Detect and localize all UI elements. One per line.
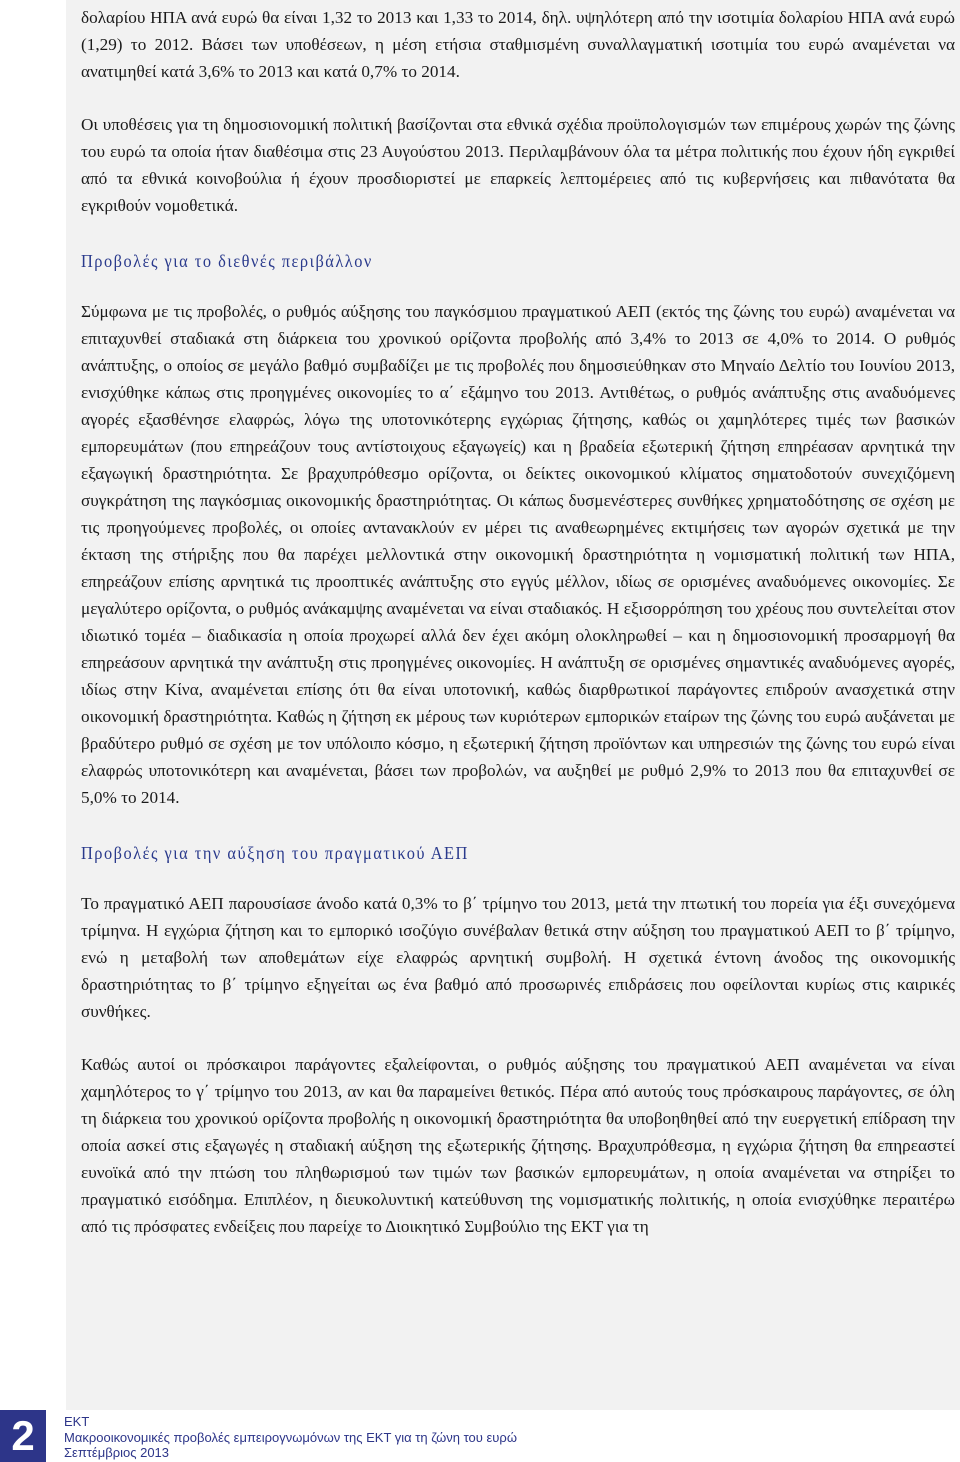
- section-heading-international: Προβολές για το διεθνές περιβάλλον: [81, 251, 373, 271]
- footer-org: ΕΚΤ: [64, 1414, 90, 1429]
- paragraph-gdp-1: Το πραγματικό ΑΕΠ παρουσίασε άνοδο κατά 0,3% το β΄ τρίμηνο του 2013, μετά την πτωτική του πορεία για έξι συνεχόμενα τρίμηνα. Η εγχώρια ζήτηση και το εμπορικό ισοζύγιο συνέβαλαν θετικά στην αύξηση του πραγματικού ΑΕΠ το β΄ τρίμηνο, ενώ η μεταβολή των αποθεμάτων είχε ελαφρώς αρνητική συμβολή. Η σχετικά έντονη άνοδος της οικονομικής δραστηριότητας το β΄ τρίμηνο εξηγείται ως ένα βαθμό από προσωρινές επιδράσεις που οφείλονται κυρίως στις καιρικές συνθήκες.: [81, 894, 955, 1021]
- main-content: [81, 4, 955, 1240]
- footer-date: Σεπτέμβριος 2013: [64, 1445, 170, 1460]
- footer-text: [64, 1414, 517, 1461]
- paragraph-intro-2: Οι υποθέσεις για τη δημοσιονομική πολιτική βασίζονται στα εθνικά σχέδια προϋπολογισμών των επιμέρους χωρών της ζώνης του ευρώ τα οποία ήταν διαθέσιμα στις 23 Αυγούστου 2013. Περιλαμβάνουν όλα τα μέτρα πολιτικής που έχουν ήδη εγκριθεί από τα εθνικά κοινοβούλια ή έχουν προσδιοριστεί με επαρκείς λεπτομέρειες από τις κυβερνήσεις και πιθανότατα θα εγκριθούν νομοθετικά.: [81, 115, 955, 215]
- page-number: 2: [0, 1410, 46, 1462]
- paragraph-international-1: Σύμφωνα με τις προβολές, ο ρυθμός αύξησης του παγκόσμιου πραγματικού ΑΕΠ (εκτός της ζώνης του ευρώ) αναμένεται να επιταχυνθεί σταδιακά στη διάρκεια του χρονικού ορίζοντα προβολής από 3,4% το 2013 σε 4,0% το 2014. Ο ρυθμός ανάπτυξης, ο οποίος σε μεγάλο βαθμό συμβαδίζει με τις προβολές που δημοσιεύθηκαν στο Μηναίο Δελτίο του Ιουνίου 2013, ενισχύθηκε κάπως στις προηγμένες οικονομίες το α΄ εξάμηνο του 2013. Αντιθέτως, ο ρυθμός ανάπτυξης στις αναδυόμενες αγορές εξασθένησε ελαφρώς, λόγω της υποτονικότερης εγχώριας ζήτησης, καθώς οι χαμηλότερες τιμές των βασικών εμπορευμάτων (που επηρεάζουν τους αντίστοιχους εξαγωγείς) και η βραδεία εξωτερική ζήτηση επηρέασαν αρνητικά την εξαγωγική δραστηριότητα. Σε βραχυπρόθεσμο ορίζοντα, οι δείκτες οικονομικού κλίματος σηματοδοτούν συνεχιζόμενη συγκράτηση της παγκόσμιας οικονομικής δραστηριότητας. Οι κάπως δυσμενέστερες συνθήκες χρηματοδότησης σε σχέση με τις προηγούμενες προβολές, οι οποίες αντανακλούν εν μέρει τις αναθεωρημένες εκτιμήσεις των αγορών σχετικά με την έκταση της στήριξης που θα παρέχει μελλοντικά στην οικονομική δραστηριότητα η νομισματική πολιτική των ΗΠΑ, επηρεάζουν επίσης αρνητικά τις προοπτικές ανάπτυξης στο εγγύς μέλλον, ιδίως σε ορισμένες αναδυόμενες οικονομίες. Σε μεγαλύτερο ορίζοντα, ο ρυθμός ανάκαμψης αναμένεται να είναι σταδιακός. Η εξισορρόπηση του χρέους που συντελείται στον ιδιωτικό τομέα – διαδικασία η οποία προχωρεί αλλά δεν έχει ακόμη ολοκληρωθεί – και η δημοσιονομική προσαρμογή θα επηρεάσουν αρνητικά την ανάπτυξη στις προηγμένες οικονομίες. Η ανάπτυξη σε ορισμένες σημαντικές αναδυόμενες αγορές, ιδίως στην Κίνα, αναμένεται επίσης ότι θα είναι υποτονική, καθώς διαρθρωτικοί παράγοντες επιδρούν ανασχετικά στην οικονομική δραστηριότητα. Καθώς η ζήτηση εκ μέρους των κυριότερων εμπορικών εταίρων της ζώνης του ευρώ αυξάνεται με βραδύτερο ρυθμό σε σχέση με τον υπόλοιπο κόσμο, η εξωτερική ζήτηση προϊόντων και υπηρεσιών της ζώνης του ευρώ είναι ελαφρώς υποτονικότερη και αναμένεται, βάσει των προβολών, να αυξηθεί με ρυθμό 2,9% το 2013 που θα επιταχυνθεί σε 5,0% το 2014.: [81, 302, 955, 807]
- footer-title: Μακροοικονομικές προβολές εμπειρογνωμόνων της ΕΚΤ για τη ζώνη του ευρώ: [64, 1429, 517, 1445]
- paragraph-intro-1: δολαρίου ΗΠΑ ανά ευρώ θα είναι 1,32 το 2013 και 1,33 το 2014, δηλ. υψηλότερη από την ισοτιμία δολαρίου ΗΠΑ ανά ευρώ (1,29) το 2012. Βάσει των υποθέσεων, η μέση ετήσια σταθμισμένη συναλλαγματική ισοτιμία του ευρώ αναμένεται να ανατιμηθεί κατά 3,6% το 2013 και κατά 0,7% το 2014.: [81, 8, 955, 81]
- page-footer: [0, 1410, 960, 1462]
- paragraph-gdp-2: Καθώς αυτοί οι πρόσκαιροι παράγοντες εξαλείφονται, ο ρυθμός αύξησης του πραγματικού ΑΕΠ αναμένεται να είναι χαμηλότερος το γ΄ τρίμηνο του 2013, αν και θα παραμείνει θετικός. Πέρα από αυτούς τους πρόσκαιρους παράγοντες, σε όλη τη διάρκεια του χρονικού ορίζοντα προβολής η οικονομική δραστηριότητα θα υποβοηθηθεί από την ευεργετική επίδραση την οποία ασκεί στις εξαγωγές η σταδιακή αύξηση της εξωτερικής ζήτησης. Βραχυπρόθεσμα, η εγχώρια ζήτηση θα επηρεαστεί ευνοϊκά από την πτώση του πληθωρισμού των τιμών των βασικών εμπορευμάτων, η οποία αναμένεται να στηρίξει το πραγματικό εισόδημα. Επιπλέον, η διευκολυντική κατεύθυνση της νομισματικής πολιτικής, η οποία ενισχύθηκε περαιτέρω από τις πρόσφατες ενδείξεις που παρείχε το Διοικητικό Συμβούλιο της ΕΚΤ για τη: [81, 1055, 955, 1236]
- section-heading-gdp: Προβολές για την αύξηση του πραγματικού ΑΕΠ: [81, 843, 469, 863]
